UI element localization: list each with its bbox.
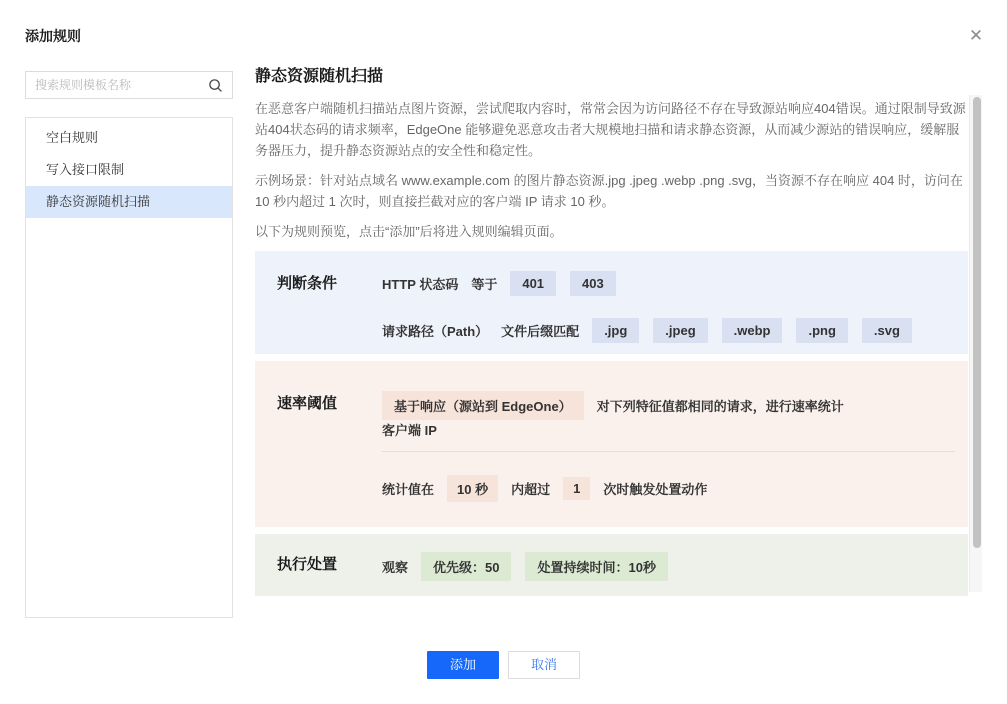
section-condition-label: 判断条件 [277,275,338,292]
section-condition [255,251,968,354]
template-item-write-api-limit[interactable]: 写入接口限制 [46,162,125,177]
template-item-blank-rule[interactable]: 空白规则 [46,130,99,145]
section-action [255,534,968,596]
condition-value-tag: .webp [722,318,783,343]
rate-basis-text: 对下列特征值都相同的请求，进行速率统计 [596,399,844,414]
rate-threshold-text3: 次时触发处置动作 [603,482,708,497]
rate-count-tag: 1 [563,477,590,500]
action-detail-tag: 优先级：50 [421,552,511,581]
rate-divider [382,451,955,452]
section-action-label: 执行处置 [277,556,338,573]
condition-row-status-code [382,271,955,296]
section-rate-label: 速率阈值 [277,395,338,412]
rate-row-basis [382,391,955,420]
action-row [382,552,955,581]
section-rate-threshold [255,361,968,527]
template-detail-panel [255,66,968,596]
rate-basis-tag: 基于响应（源站到 EdgeOne） [382,391,584,420]
condition-value-tag: .jpeg [653,318,707,343]
rate-window-tag: 10 秒 [447,475,498,502]
rule-template-title: 静态资源随机扫描 [255,68,384,85]
condition-field-label: 请求路径（Path） [382,324,489,339]
template-list [25,117,233,618]
scrollbar-thumb[interactable] [973,97,981,548]
modal-footer [0,651,1007,679]
scrollbar-track[interactable] [969,95,982,592]
rule-description: 在恶意客户端随机扫描站点图片资源，尝试爬取内容时，常常会因为访问路径不存在导致源站响应404错误。通过限制导致源站404状态码的请求频率，EdgeOne 能够避免恶意攻击者大规模地扫描和请求静态资源，从而减少源站的错误响应，缓解服务器压力，提升静态资源站点的安全性和稳定性。 [255,101,966,158]
cancel-button[interactable]: 取消 [508,651,580,679]
action-detail-tag: 处置持续时间：10秒 [525,552,667,581]
condition-operator-label: 文件后缀匹配 [501,324,580,339]
rate-threshold-text2: 内超过 [511,482,551,497]
condition-status-tags [510,271,615,296]
rate-row-threshold [382,475,955,502]
section-condition-body [382,271,955,343]
condition-suffix-tags [592,318,912,343]
close-icon[interactable]: ✕ [968,26,984,45]
rule-preview-note: 以下为规则预览，点击“添加”后将进入规则编辑页面。 [255,224,563,239]
condition-field-label: HTTP 状态码 [382,277,459,292]
template-item-static-resource-scan[interactable]: 静态资源随机扫描 [26,186,232,218]
action-tags [421,552,668,581]
action-mode-label: 观察 [382,560,409,575]
add-button[interactable]: 添加 [427,651,499,679]
section-action-body [382,552,955,581]
rule-preview [255,251,968,596]
rule-example-scenario: 示例场景：针对站点域名 www.example.com 的图片静态资源.jpg .jpeg .webp .png .svg，当资源不存在响应 404 时，访问在 10 秒内超过 1 次时，则直接拦截对应的客户端 IP 请求 10 秒。 [255,173,963,209]
search-icon [208,78,223,93]
section-rate-body [382,391,955,502]
rate-row-feature [382,420,955,439]
condition-value-tag: 401 [510,271,556,296]
modal-title: 添加规则 [25,28,81,44]
condition-value-tag: .jpg [592,318,639,343]
condition-value-tag: .png [796,318,847,343]
condition-operator-label: 等于 [471,277,498,292]
condition-row-path [382,318,955,343]
condition-value-tag: .svg [862,318,912,343]
search-box [25,71,233,99]
condition-value-tag: 403 [570,271,616,296]
rate-feature-label: 客户端 IP [382,423,437,438]
rate-threshold-text1: 统计值在 [382,482,435,497]
search-input[interactable] [26,78,208,92]
